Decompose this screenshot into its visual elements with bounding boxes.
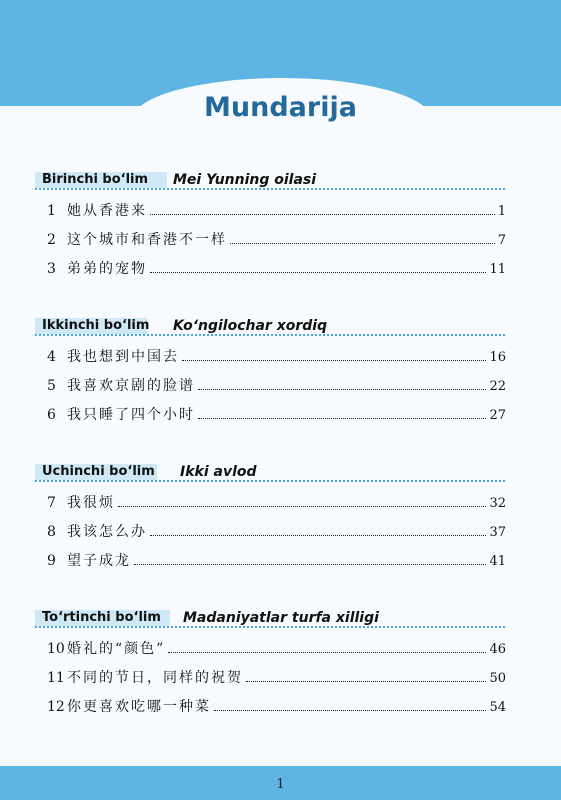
section-label: To‘rtinchi bo‘lim — [42, 610, 161, 625]
section-label: Uchinchi bo‘lim — [42, 464, 155, 479]
toc-entry-7[interactable]: 7 我很烦 32 — [47, 495, 506, 511]
page-number: 1 — [276, 777, 285, 792]
toc-entry-10[interactable]: 10 婚礼的“颜色” 46 — [47, 641, 506, 657]
section-header — [0, 314, 561, 336]
section-3 — [0, 460, 561, 482]
section-subtitle: Ikki avlod — [180, 464, 257, 480]
toc-entry-8[interactable]: 8 我该怎么办 37 — [47, 524, 506, 540]
section-label: Birinchi bo‘lim — [42, 172, 149, 187]
toc-entry-12[interactable]: 12 你更喜欢吃哪一种菜 54 — [47, 699, 506, 715]
section-subtitle: Madaniyatlar turfa xilligi — [183, 610, 379, 626]
section-header — [0, 168, 561, 190]
section-subtitle: Mei Yunning oilasi — [173, 172, 317, 188]
toc-entry-11[interactable]: 11 不同的节日，同样的祝贺 50 — [47, 670, 506, 686]
toc-entry-3[interactable]: 3 弟弟的宠物 11 — [47, 261, 506, 277]
toc-entry-9[interactable]: 9 望子成龙 41 — [47, 553, 506, 569]
toc-entry-5[interactable]: 5 我喜欢京剧的脸谱 22 — [47, 378, 506, 394]
section-header — [0, 460, 561, 482]
toc-entry-4[interactable]: 4 我也想到中国去 16 — [47, 349, 506, 365]
section-4 — [0, 606, 561, 628]
toc-entry-2[interactable]: 2 这个城市和香港不一样 7 — [47, 232, 506, 248]
section-subtitle: Ko‘ngilochar xordiq — [173, 318, 328, 334]
page-title: Mundarija — [204, 92, 357, 123]
toc-entry-6[interactable]: 6 我只睡了四个小时 27 — [47, 407, 506, 423]
toc-entry-1[interactable]: 1 她从香港来 1 — [47, 203, 506, 219]
section-label: Ikkinchi bo‘lim — [42, 318, 150, 333]
section-2 — [0, 314, 561, 336]
section-1 — [0, 168, 561, 190]
section-header — [0, 606, 561, 628]
